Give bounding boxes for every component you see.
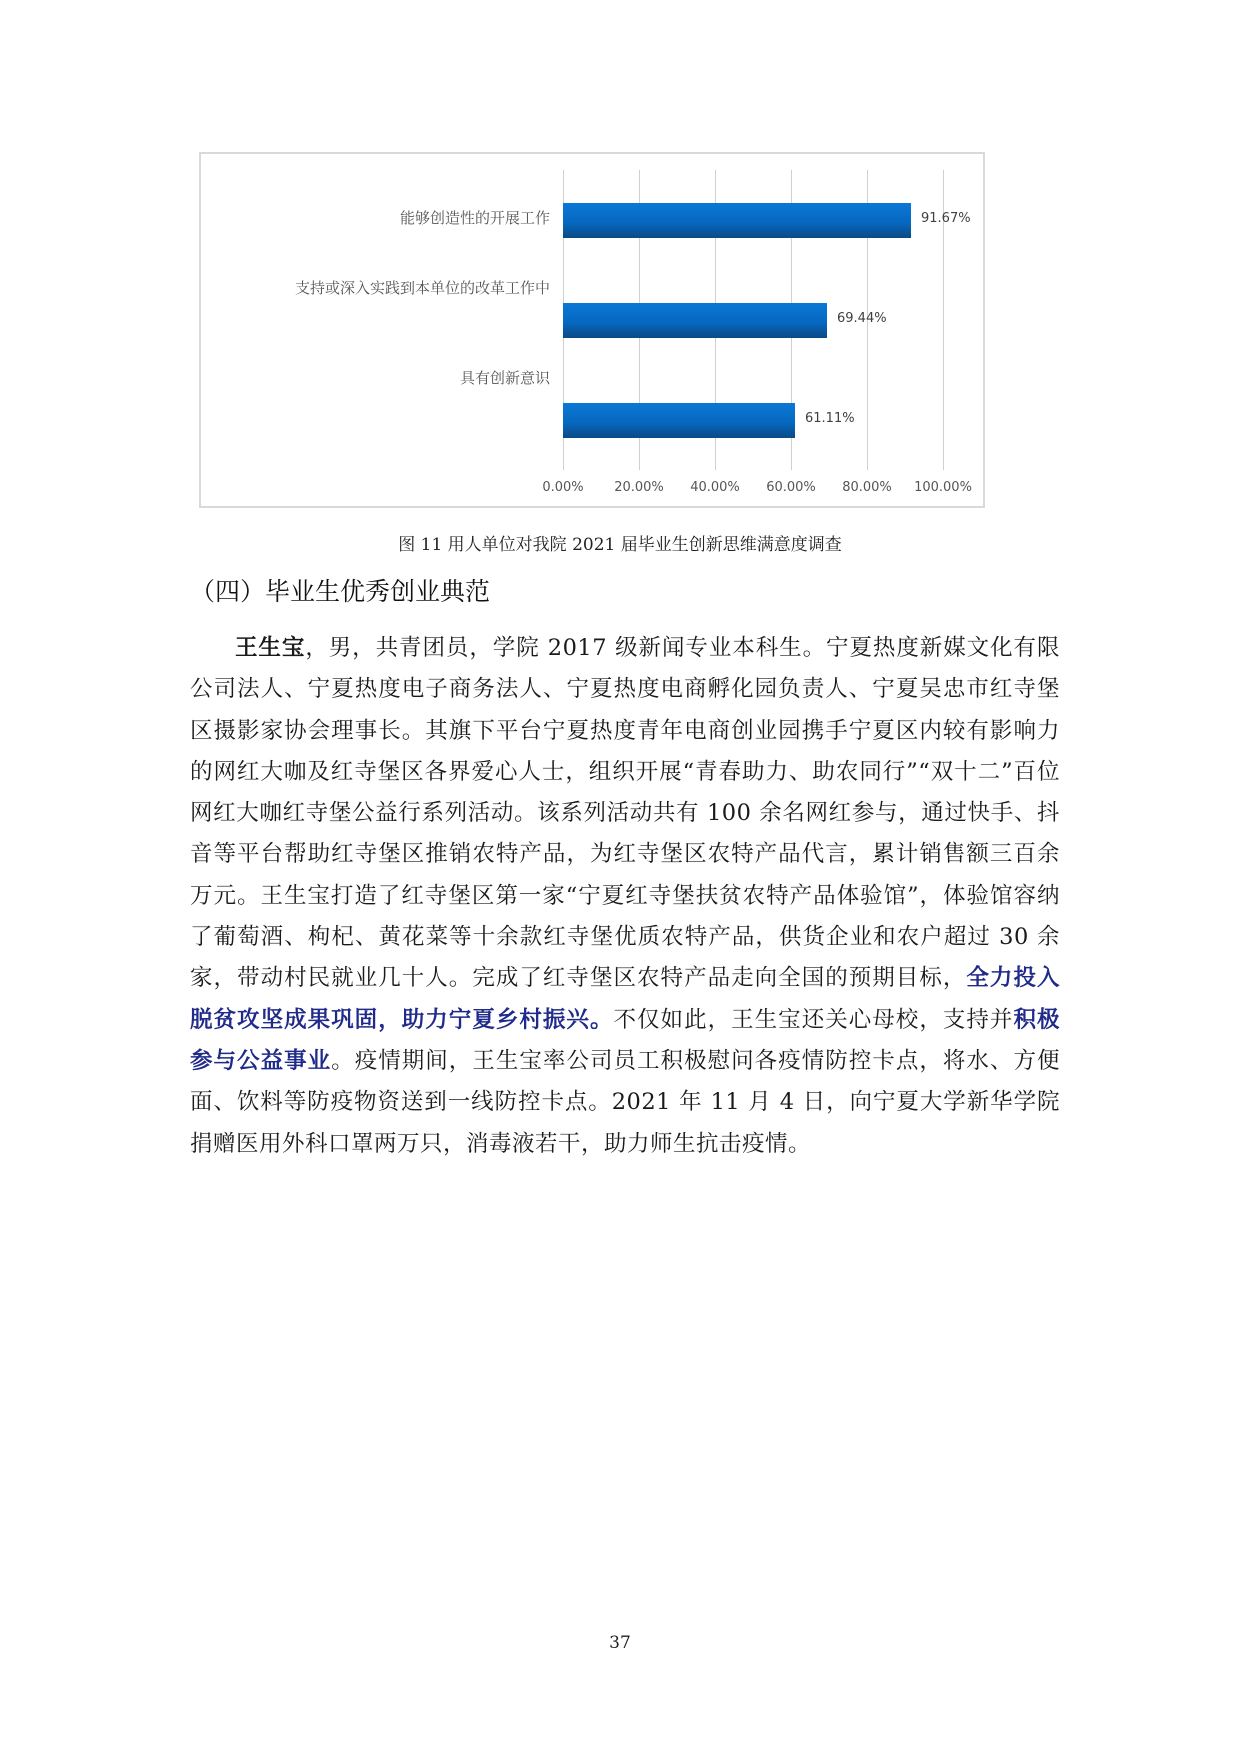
person-name: 王生宝 [235, 635, 306, 661]
x-tick: 80.00% [842, 480, 892, 495]
figure-caption: 图 11 用人单位对我院 2021 届毕业生创新思维满意度调查 [398, 535, 842, 555]
bar-value-label: 69.44% [837, 311, 887, 326]
category-axis [200, 170, 550, 470]
highlight-text: 积极参与公益事业 [190, 1006, 1060, 1074]
x-tick: 20.00% [614, 480, 664, 495]
bar-creative-work [563, 203, 911, 238]
x-tick: 60.00% [766, 480, 816, 495]
category-label: 能够创造性的开展工作 [399, 209, 550, 227]
paragraph-text: 。疫情期间，王生宝率公司员工积极慰问各疫情防控卡点，将水、方便面、饮料等防疫物资送到一线防控卡点。2021 年 11 月 4 日，向宁夏大学新华学院捐赠医用外科口罩两万只，消毒液若干，助力师生抗击疫情。 [190, 1047, 1060, 1157]
paragraph-text: 不仅如此，王生宝还关心母校，支持并 [613, 1006, 1014, 1033]
plot-area [563, 170, 971, 470]
x-tick: 40.00% [690, 480, 740, 495]
bar-reform-practice [563, 303, 827, 338]
body-paragraph [190, 628, 1060, 1165]
bar-innovation-awareness [563, 403, 795, 438]
category-label: 具有创新意识 [459, 369, 550, 387]
highlight-text: 全力投入脱贫攻坚成果巩固，助力宁夏乡村振兴。 [190, 965, 1060, 1033]
bar-value-label: 91.67% [921, 211, 971, 226]
bar-value-label: 61.11% [805, 411, 855, 426]
x-tick: 100.00% [914, 480, 972, 495]
paragraph-text: ，男，共青团员，学院 2017 级新闻专业本科生。宁夏热度新媒文化有限公司法人、宁夏热度电子商务法人、宁夏热度电商孵化园负责人、宁夏吴忠市红寺堡区摄影家协会理事长。其旗下平台宁夏热度青年电商创业园携手宁夏区内较有影响力的网红大咖及红寺堡区各界爱心人士，组织开展“青春助力、助农同行”“双十二”百位网红大咖红寺堡公益行系列活动。该系列活动共有 100 余名网红参与，通过快手、抖音等平台帮助红寺堡区推销农特产品，为红寺堡区农特产品代言，累计销售额三百余万元。王生宝打造了红寺堡区第一家“宁夏红寺堡扶贫农特产品体验馆”，体验馆容纳了葡萄酒、枸杞、黄花菜等十余款红寺堡优质农特产品，供货企业和农户超过 30 余家，带动村民就业几十人。完成了红寺堡区农特产品走向全国的预期目标， [190, 635, 1060, 992]
x-tick: 0.00% [542, 480, 584, 495]
section-heading: （四）毕业生优秀创业典范 [190, 577, 491, 606]
category-label: 支持或深入实践到本单位的改革工作中 [294, 279, 550, 297]
page-number: 37 [609, 1633, 631, 1653]
